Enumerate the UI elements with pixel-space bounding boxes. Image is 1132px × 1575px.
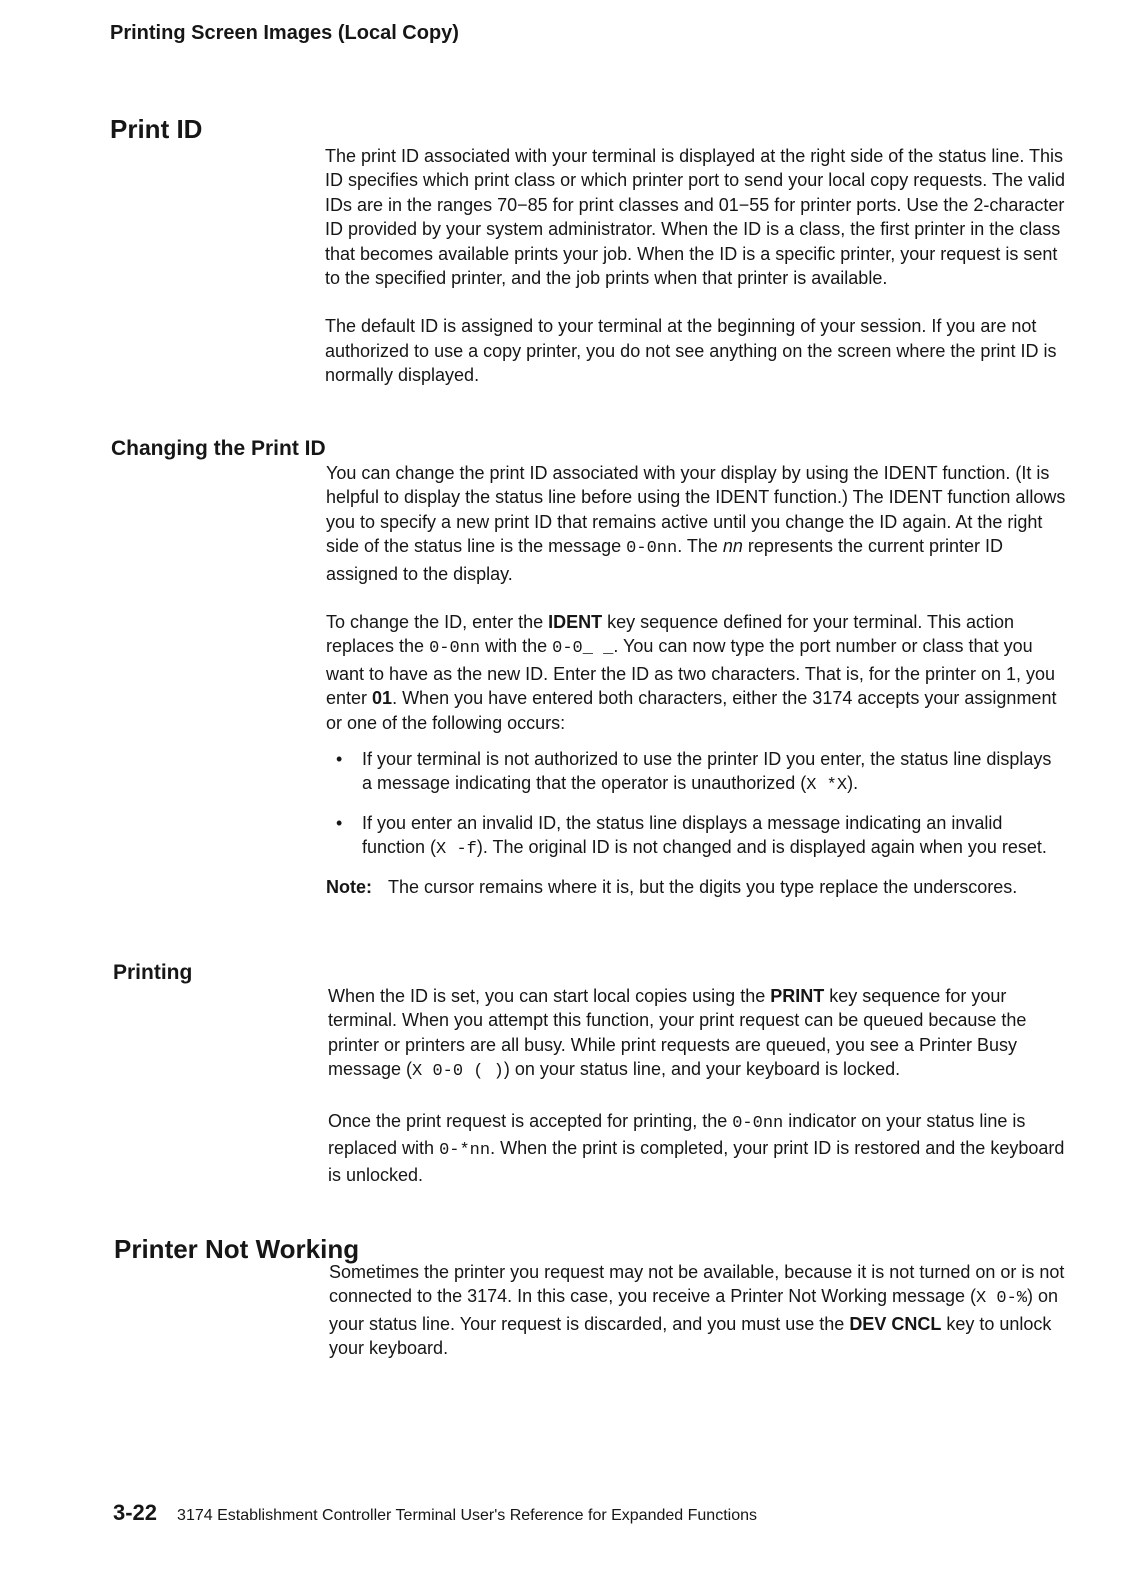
running-header: Printing Screen Images (Local Copy) (110, 22, 459, 44)
list-item: • If you enter an invalid ID, the status line displays a message indicating an invalid function (X -f). The original ID is not changed and is displayed again when you reset. (326, 811, 1066, 863)
note-label: Note: (326, 876, 372, 897)
section-heading-print-id: Print ID (110, 114, 203, 144)
paragraph: Sometimes the printer you request may not be available, because it is not turned on or is not connected to the 3174. In this case, you receive a Printer Not Working message (X 0-%) on your status line. Your request is discarded, and you must use the DEV CNCL key to unlock your keyboard. (329, 1262, 1065, 1359)
paragraph: The print ID associated with your terminal is displayed at the right side of the status line. This ID specifies which print class or which printer port to send your local copy requests. The valid IDs are in the ranges 70−85 for print classes and 01−55 for printer ports. Use the 2-character ID provided by your system administrator. When the ID is a class, the first printer in the class that becomes available prints your job. When the ID is a specific printer, your request is sent to the specified printer, and the job prints when that printer is available. (325, 146, 1066, 289)
bullet-list (326, 747, 1066, 863)
note-text: The cursor remains where it is, but the digits you type replace the underscores. (388, 876, 1018, 897)
paragraph: Once the print request is accepted for printing, the 0-0nn indicator on your status line is replaced with 0-*nn. When the print is completed, your print ID is restored and the keyboard is unlocked. (328, 1110, 1065, 1186)
subsection-heading-changing-print-id: Changing the Print ID (111, 437, 326, 460)
changing-body (326, 461, 1066, 899)
print-id-body (325, 144, 1065, 388)
page-footer (113, 1500, 757, 1526)
paragraph: When the ID is set, you can start local copies using the PRINT key sequence for your terminal. When you attempt this function, your print request can be queued because the printer or printers are all busy. While print requests are queued, you see a Printer Busy message (X 0-0 ( )) on your status line, and your keyboard is locked. (328, 986, 1027, 1082)
book-title: 3174 Establishment Controller Terminal User's Reference for Expanded Functions (177, 1507, 757, 1524)
subsection-heading-printing: Printing (113, 961, 193, 984)
printing-body (328, 984, 1066, 1188)
paragraph: The default ID is assigned to your terminal at the beginning of your session. If you are not authorized to use a copy printer, you do not see anything on the screen where the print ID is normally displayed. (325, 316, 1057, 386)
section-heading-printer-not-working: Printer Not Working (114, 1234, 360, 1264)
note (326, 875, 1066, 899)
list-item: • If your terminal is not authorized to use the printer ID you enter, the status line displays a message indicating that the operator is unauthorized (X *X). (326, 747, 1066, 799)
page-number: 3-22 (113, 1500, 158, 1525)
paragraph: You can change the print ID associated with your display by using the IDENT function. (It is helpful to display the status line before using the IDENT function.) The IDENT function allows you to specify a new print ID that remains active until you change the ID again. At the right side of the status line is the message 0-0nn. The nn represents the current printer ID assigned to the display. (326, 463, 1066, 584)
not-working-body (329, 1260, 1067, 1361)
paragraph: To change the ID, enter the IDENT key sequence defined for your terminal. This action replaces the 0-0nn with the 0-0_ _. You can now type the port number or class that you want to have as the new ID. Enter the ID as two characters. That is, for the printer on 1, you enter 01. When you have entered both characters, either the 3174 accepts your assignment or one of the following occurs: (326, 612, 1057, 733)
